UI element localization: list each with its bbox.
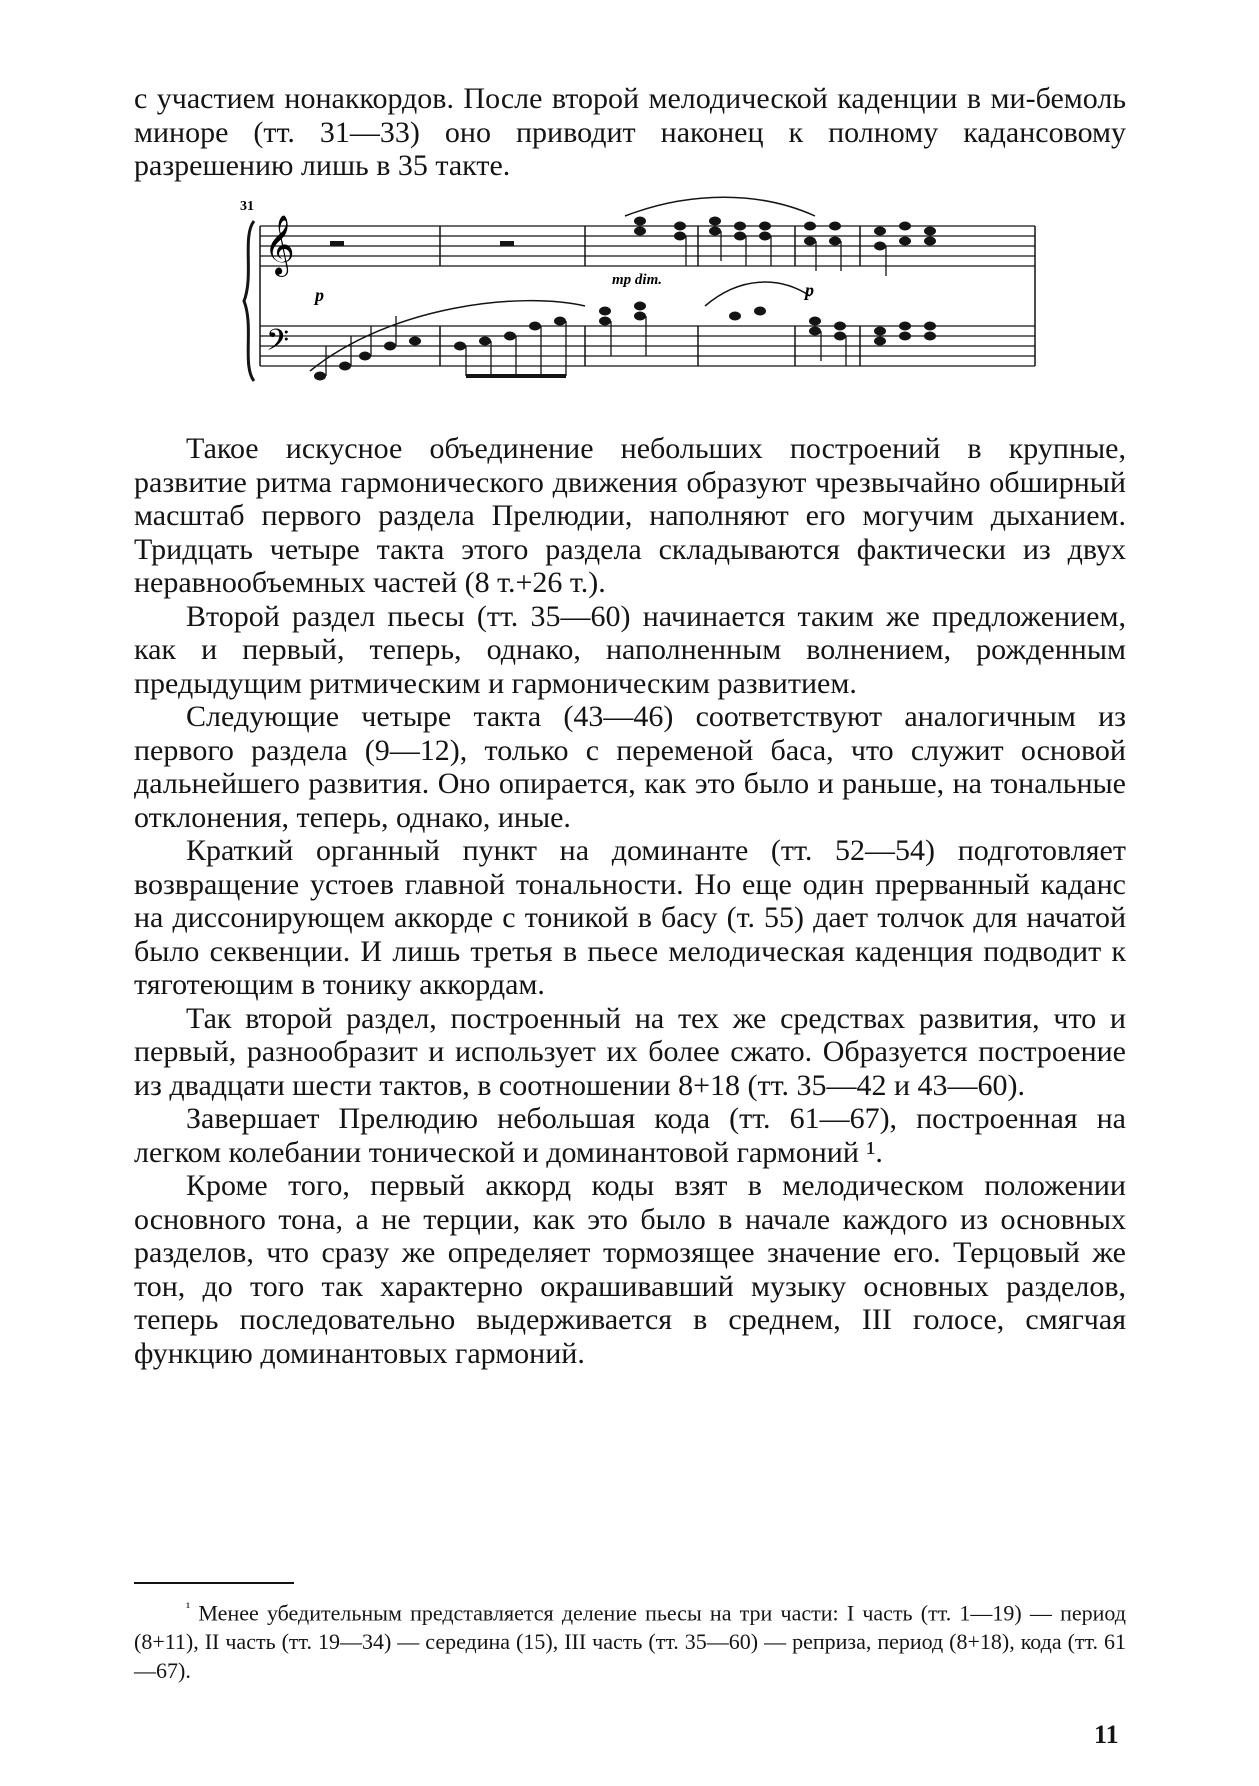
dynamic-p: p (805, 280, 814, 300)
bass-clef-icon: 𝄢 (266, 324, 290, 365)
system-brace (244, 221, 254, 381)
page-number: 11 (1094, 1720, 1119, 1749)
intro-text: с участием нонаккордов. После второй мелодической каденции в ми-бемоль миноре (тт. 31—33) оно приводит наконец к полному кадансовому разрешению лишь в 35 такте. (134, 82, 1126, 182)
bass-notes (314, 302, 936, 381)
score-svg (240, 196, 1040, 406)
slur (705, 282, 810, 306)
treble-stems (686, 231, 886, 276)
main-text (134, 432, 1126, 1370)
treble-staff (260, 226, 1035, 266)
paragraph: Следующие четыре такта (43—46) соответствуют аналогичным из первого раздела (9—12), только с переменой баса, что служит основой дальнейшего развития. Оно опирается, как это было и раньше, на тональные отклонения, теперь, однако, иные. (134, 700, 1126, 834)
whole-rest (500, 241, 514, 246)
footnote (134, 1594, 1126, 1685)
barlines (260, 226, 1035, 366)
paragraph: Краткий органный пункт на доминанте (тт. 52—54) подготовляет возвращение устоев главной тональности. Но еще один прерванный каданс на диссонирующем аккорде с тоникой в басу (т. 55) дает толчок для начатой было секвенции. И лишь третья в пьесе мелодическая каденция подводит к тяготеющим в тонику аккордам. (134, 834, 1126, 1001)
paragraph: Такое искусное объединение небольших построений в крупные, развитие ритма гармонического движения образуют чрезвычайно обширный масштаб первого раздела Прелюдии, наполняют его могучим дыханием. Тридцать четыре такта этого раздела складываются фактически из двух неравнообъемных частей (8 т.+26 т.). (134, 432, 1126, 599)
footnote-divider (134, 1582, 294, 1584)
paragraph: Второй раздел пьесы (тт. 35—60) начинается таким же предложением, как и первый, теперь, однако, наполненным волнением, рожденным предыдущим ритмическим и гармоническим развитием. (134, 599, 1126, 700)
footnote-marker: ¹ (186, 1601, 191, 1616)
whole-rest (330, 241, 344, 246)
dynamic-p: p (315, 285, 324, 305)
paragraph: Кроме того, первый аккорд коды взят в мелодическом положении основного тона, а не терции, как это было в начале каждого из основных разделов, что сразу же определяет тормозящее значение его. Терцовый же тон, до того так характерно окрашивавший музыку основных разделов, теперь последовательно выдерживается в среднем, III голосе, смягчая функцию доминантовых гармоний. (134, 1169, 1126, 1370)
paragraph: Завершает Прелюдию небольшая кода (тт. 61—67), построенная на легком колебании тонической и доминантовой гармоний ¹. (134, 1102, 1126, 1169)
treble-clef-icon: 𝄞 (264, 215, 295, 275)
paragraph: Так второй раздел, построенный на тех же средствах развития, что и первый, разнообразит и использует их более сжато. Образуется построение из двадцати шести тактов, в соотношении 8+18 (тт. 35—42 и 43—60). (134, 1001, 1126, 1102)
footnote-text: Менее убедительным представляется деление пьесы на три части: I часть (тт. 1—19) — период (8+11), II часть (тт. 19—34) — середина (15), III часть (тт. 35—60) — реприза, период (8+18), кода (тт. 61—67). (134, 1600, 1126, 1684)
music-score-example (240, 196, 1040, 406)
slur (625, 197, 815, 216)
measure-number: 31 (240, 199, 254, 214)
intro-paragraph (134, 82, 1126, 183)
dynamic-mp-dim: mp dim. (612, 272, 663, 288)
